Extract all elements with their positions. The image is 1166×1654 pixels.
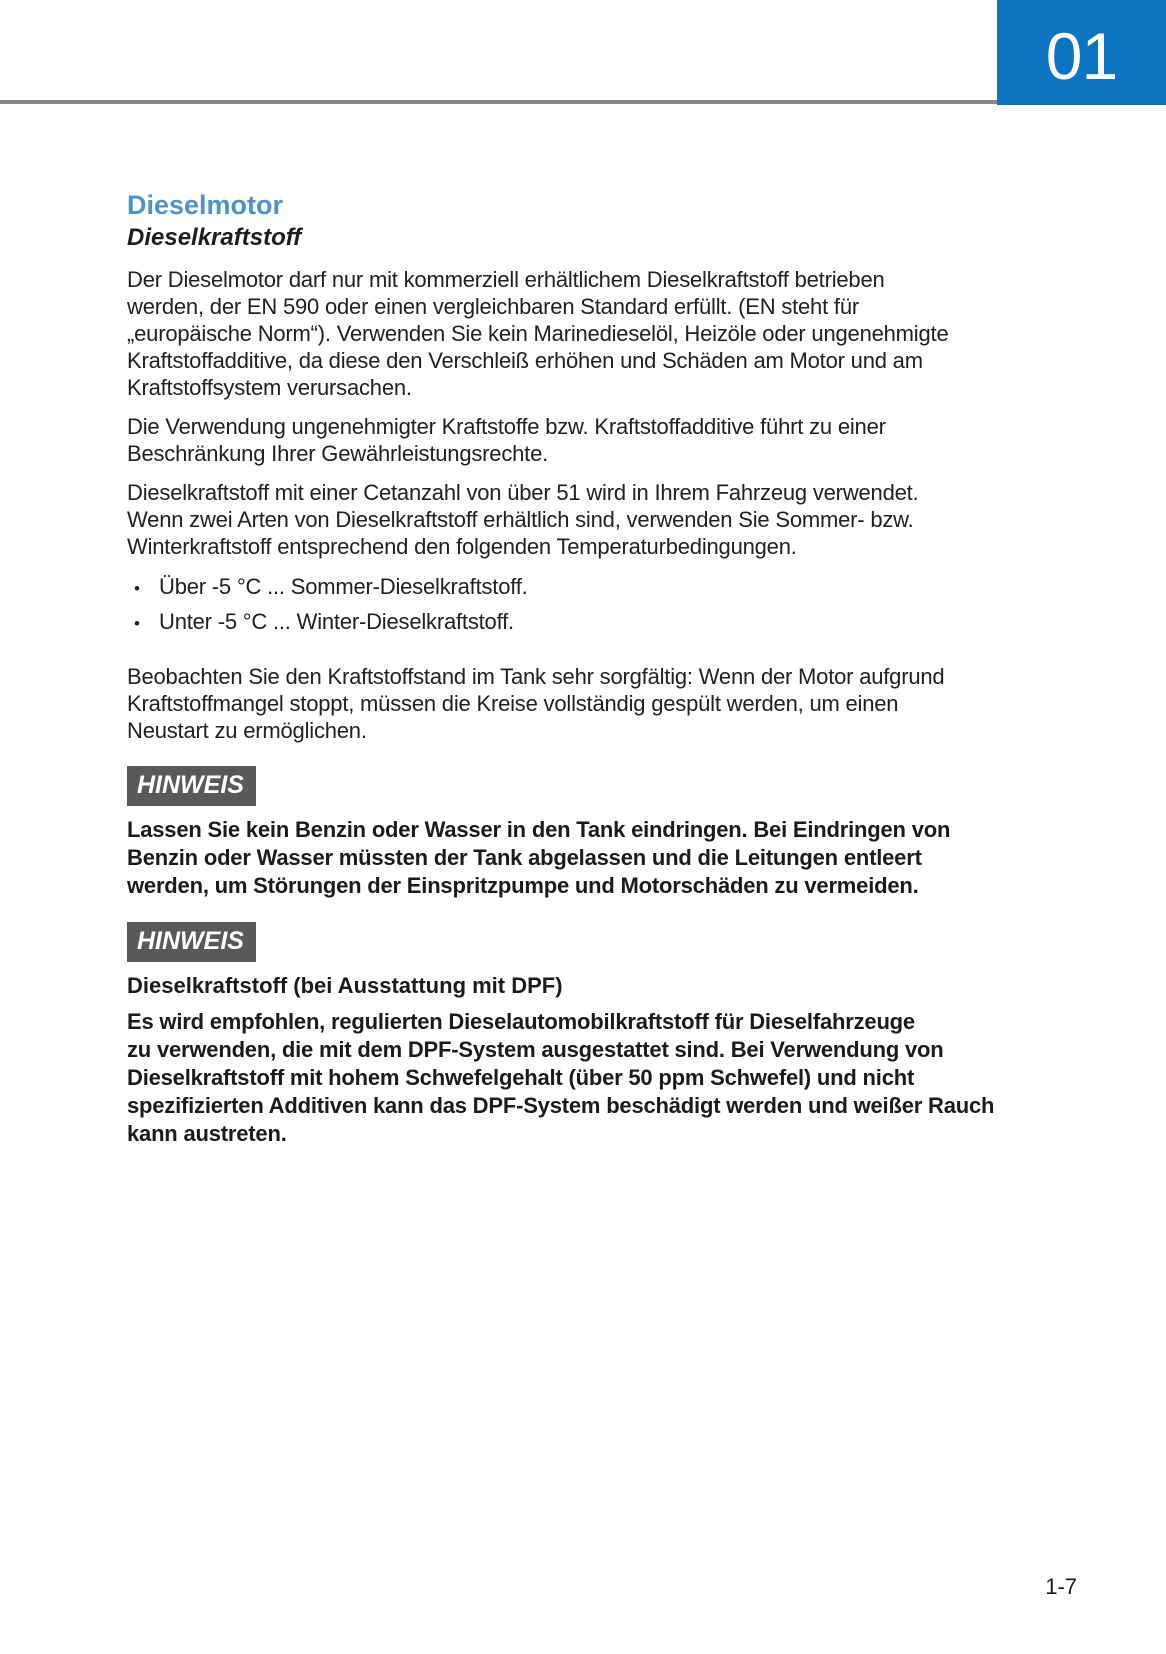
chapter-tab bbox=[997, 0, 1166, 105]
paragraph-line: werden, der EN 590 oder einen vergleichbaren Standard erfüllt. (EN steht für bbox=[127, 294, 859, 319]
notice-line: zu verwenden, die mit dem DPF-System ausgestattet sind. Bei Verwendung von bbox=[127, 1037, 944, 1062]
paragraph bbox=[127, 663, 1042, 744]
bullet-marker: • bbox=[134, 579, 140, 598]
notice-badge: HINWEIS bbox=[127, 922, 256, 962]
bullet-text: Unter -5 °C ... Winter-Dieselkraftstoff. bbox=[159, 609, 514, 634]
notice-block bbox=[127, 922, 1042, 1148]
notice-line: Lassen Sie kein Benzin oder Wasser in den Tank eindringen. Bei Eindringen von bbox=[127, 817, 951, 842]
page-number: 1-7 bbox=[1045, 1574, 1077, 1599]
notice-line: spezifizierten Additiven kann das DPF-System beschädigt werden und weißer Rauch bbox=[127, 1093, 995, 1118]
notice-text bbox=[127, 1008, 1042, 1148]
notice-line: Es wird empfohlen, regulierten Dieselautomobilkraftstoff für Dieselfahrzeuge bbox=[127, 1009, 915, 1034]
notice-line: Benzin oder Wasser müssten der Tank abgelassen und die Leitungen entleert bbox=[127, 845, 922, 870]
paragraph-line: Kraftstoffsystem verursachen. bbox=[127, 375, 412, 400]
paragraph-line: Wenn zwei Arten von Dieselkraftstoff erhältlich sind, verwenden Sie Sommer- bzw. bbox=[127, 507, 914, 532]
paragraph-line: Die Verwendung ungenehmigter Kraftstoffe bzw. Kraftstoffadditive führt zu einer bbox=[127, 414, 886, 439]
notice-line: kann austreten. bbox=[127, 1121, 287, 1146]
paragraph bbox=[127, 479, 1042, 560]
bullet-item bbox=[127, 570, 1042, 605]
notice-text bbox=[127, 816, 1042, 900]
notice-badge: HINWEIS bbox=[127, 766, 256, 806]
paragraph-line: Kraftstoffmangel stoppt, müssen die Kreise vollständig gespült werden, um einen bbox=[127, 691, 899, 716]
vertical-spacer bbox=[127, 640, 1042, 663]
paragraph-line: Dieselkraftstoff mit einer Cetanzahl von über 51 wird in Ihrem Fahrzeug verwendet. bbox=[127, 480, 919, 505]
paragraph-line: Kraftstoffadditive, da diese den Verschleiß erhöhen und Schäden am Motor und am bbox=[127, 348, 923, 373]
subsection-title: Dieselkraftstoff bbox=[127, 224, 302, 251]
section-title: Dieselmotor bbox=[127, 190, 284, 220]
bullet-marker: • bbox=[134, 614, 140, 633]
paragraph-line: Der Dieselmotor darf nur mit kommerziell erhältlichem Dieselkraftstoff betrieben bbox=[127, 267, 885, 292]
notice-line: werden, um Störungen der Einspritzpumpe und Motorschäden zu vermeiden. bbox=[127, 873, 919, 898]
chapter-number: 01 bbox=[1045, 18, 1118, 93]
notice-block bbox=[127, 766, 1042, 900]
bullet-item bbox=[127, 605, 1042, 640]
page-content bbox=[127, 190, 1042, 1170]
notice-line: Dieselkraftstoff mit hohem Schwefelgehalt (über 50 ppm Schwefel) und nicht bbox=[127, 1065, 915, 1090]
paragraph-line: Beobachten Sie den Kraftstoffstand im Tank sehr sorgfältig: Wenn der Motor aufgrund bbox=[127, 664, 945, 689]
header-rule bbox=[0, 100, 997, 104]
paragraph-line: Neustart zu ermöglichen. bbox=[127, 718, 367, 743]
paragraph-line: Beschränkung Ihrer Gewährleistungsrechte. bbox=[127, 441, 549, 466]
paragraph bbox=[127, 266, 1042, 401]
bullet-list bbox=[127, 570, 1042, 640]
bullet-text: Über -5 °C ... Sommer-Dieselkraftstoff. bbox=[159, 574, 528, 599]
notice-heading: Dieselkraftstoff (bei Ausstattung mit DPF) bbox=[127, 973, 563, 998]
paragraph-line: „europäische Norm“). Verwenden Sie kein Marinedieselöl, Heizöle oder ungenehmigte bbox=[127, 321, 949, 346]
paragraph-line: Winterkraftstoff entsprechend den folgenden Temperaturbedingungen. bbox=[127, 534, 797, 559]
paragraph bbox=[127, 413, 1042, 467]
